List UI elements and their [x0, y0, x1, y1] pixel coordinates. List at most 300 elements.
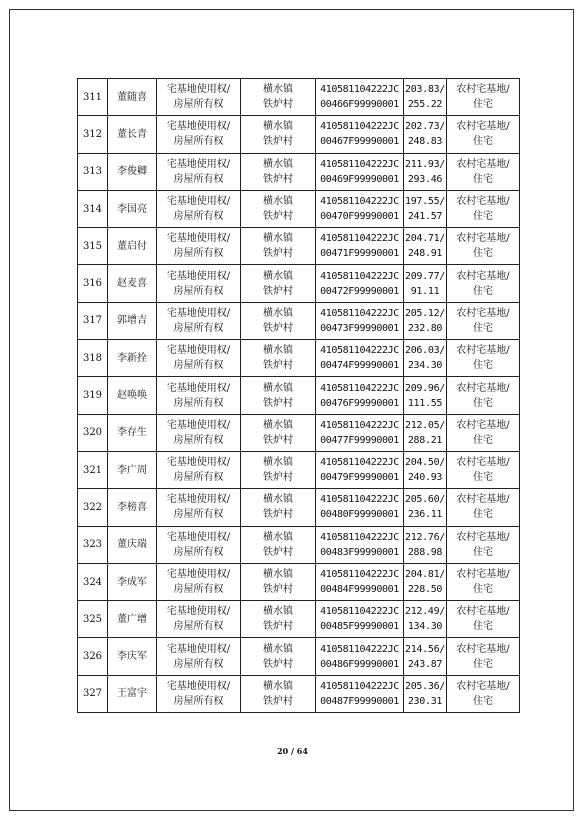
location-cell-line: 铁炉村 [263, 546, 293, 558]
land-use-cell [447, 340, 520, 377]
area-cell [404, 675, 447, 712]
area-cell [404, 302, 447, 339]
area-cell [404, 340, 447, 377]
area-cell-line: 212.05/ [404, 419, 446, 431]
location-cell-line: 铁炉村 [263, 360, 293, 372]
right-type-cell [157, 79, 241, 116]
owner-name-cell-line: 李新拴 [117, 352, 147, 364]
area-cell-line: 91.11 [410, 285, 440, 297]
table-row [78, 377, 520, 414]
parcel-code-cell [316, 340, 404, 377]
right-type-cell-line: 房屋所有权 [173, 360, 224, 372]
parcel-code-cell-line: 410581104222JC [320, 606, 399, 618]
land-use-cell-line: 农村宅基地/ [456, 233, 510, 245]
parcel-code-cell [316, 265, 404, 302]
location-cell-line: 横水镇 [263, 270, 293, 282]
location-cell [241, 638, 316, 675]
owner-name-cell-line: 李广周 [117, 464, 147, 476]
location-cell [241, 414, 316, 451]
right-type-cell-line: 房屋所有权 [173, 397, 224, 409]
land-use-cell [447, 675, 520, 712]
location-cell-line: 横水镇 [263, 121, 293, 133]
right-type-cell [157, 302, 241, 339]
right-type-cell-line: 房屋所有权 [173, 472, 224, 484]
land-use-cell-line: 住宅 [473, 285, 493, 297]
row-number-cell [78, 190, 108, 227]
location-cell-line: 铁炉村 [263, 322, 293, 334]
parcel-code-cell-line: 410581104222JC [320, 270, 399, 282]
right-type-cell-line: 房屋所有权 [173, 434, 224, 446]
row-number-cell [78, 563, 108, 600]
right-type-cell-line: 宅基地使用权/ [166, 121, 231, 133]
location-cell-line: 横水镇 [263, 345, 293, 357]
location-cell-line: 铁炉村 [263, 472, 293, 484]
land-use-cell [447, 228, 520, 265]
location-cell-line: 铁炉村 [263, 173, 293, 185]
land-use-cell-line: 住宅 [473, 136, 493, 148]
right-type-cell-line: 房屋所有权 [173, 509, 224, 521]
parcel-code-cell [316, 377, 404, 414]
table-row [78, 451, 520, 488]
location-cell [241, 489, 316, 526]
land-use-cell-line: 农村宅基地/ [456, 121, 510, 133]
area-cell [404, 377, 447, 414]
parcel-code-cell-line: 00486F99990001 [320, 658, 399, 670]
owner-name-cell-line: 李存生 [117, 427, 147, 439]
parcel-code-cell-line: 00472F99990001 [320, 285, 399, 297]
location-cell [241, 377, 316, 414]
row-number-cell-line: 318 [82, 352, 103, 364]
owner-name-cell-line: 董随喜 [117, 91, 147, 103]
owner-name-cell-line: 李榜喜 [117, 501, 147, 513]
row-number-cell-line: 323 [82, 539, 103, 551]
owner-name-cell-line: 李成军 [117, 576, 147, 588]
parcel-code-cell-line: 00469F99990001 [320, 173, 399, 185]
area-cell-line: 205.12/ [404, 307, 446, 319]
owner-name-cell [108, 563, 157, 600]
area-cell-line: 205.60/ [404, 494, 446, 506]
right-type-cell-line: 房屋所有权 [173, 211, 224, 223]
land-use-cell-line: 农村宅基地/ [456, 345, 510, 357]
location-cell-line: 横水镇 [263, 233, 293, 245]
land-use-cell-line: 农村宅基地/ [456, 494, 510, 506]
right-type-cell-line: 房屋所有权 [173, 173, 224, 185]
land-use-cell-line: 住宅 [473, 434, 493, 446]
area-cell-line: 206.03/ [404, 345, 446, 357]
owner-name-cell [108, 116, 157, 153]
land-use-cell-line: 农村宅基地/ [456, 382, 510, 394]
parcel-code-cell-line: 410581104222JC [320, 643, 399, 655]
parcel-code-cell [316, 228, 404, 265]
area-cell-line: 209.96/ [404, 382, 446, 394]
land-use-cell [447, 377, 520, 414]
owner-name-cell [108, 79, 157, 116]
location-cell-line: 铁炉村 [263, 248, 293, 260]
parcel-code-cell-line: 00477F99990001 [320, 434, 399, 446]
owner-name-cell-line: 李国亮 [117, 203, 147, 215]
parcel-code-cell-line: 410581104222JC [320, 233, 399, 245]
area-cell-line: 288.98 [407, 546, 443, 558]
parcel-code-cell-line: 410581104222JC [320, 569, 399, 580]
parcel-code-cell [316, 638, 404, 675]
table-row [78, 489, 520, 526]
location-cell [241, 190, 316, 227]
parcel-code-cell-line: 410581104222JC [320, 457, 399, 469]
parcel-code-cell [316, 675, 404, 712]
right-type-cell-line: 宅基地使用权/ [166, 569, 231, 580]
land-use-cell-line: 农村宅基地/ [456, 457, 510, 469]
row-number-cell [78, 153, 108, 190]
owner-name-cell [108, 451, 157, 488]
land-use-cell [447, 451, 520, 488]
location-cell [241, 302, 316, 339]
row-number-cell-line: 312 [82, 128, 103, 140]
area-cell [404, 489, 447, 526]
area-cell-line: 212.49/ [404, 606, 446, 618]
location-cell-line: 横水镇 [263, 643, 293, 655]
area-cell-line: 203.83/ [404, 84, 446, 96]
area-cell-line: 230.31 [407, 695, 443, 707]
parcel-code-cell-line: 410581104222JC [320, 419, 399, 431]
right-type-cell-line: 宅基地使用权/ [166, 531, 231, 543]
location-cell [241, 675, 316, 712]
right-type-cell [157, 190, 241, 227]
right-type-cell-line: 宅基地使用权/ [166, 419, 231, 431]
right-type-cell [157, 451, 241, 488]
parcel-code-cell-line: 00484F99990001 [320, 584, 399, 595]
area-cell-line: 202.73/ [404, 121, 446, 133]
parcel-code-cell-line: 00473F99990001 [320, 322, 399, 334]
table-row [78, 638, 520, 675]
table-row [78, 79, 520, 116]
area-cell-line: 204.71/ [404, 233, 446, 245]
land-use-cell-line: 农村宅基地/ [456, 531, 510, 543]
owner-name-cell [108, 228, 157, 265]
land-use-cell-line: 住宅 [473, 472, 493, 484]
land-use-cell-line: 住宅 [473, 397, 493, 409]
page-current: 20 [277, 746, 289, 756]
area-cell-line: 255.22 [407, 99, 443, 111]
land-use-cell [447, 79, 520, 116]
land-use-cell-line: 住宅 [473, 546, 493, 558]
parcel-code-cell-line: 410581104222JC [320, 531, 399, 543]
right-type-cell [157, 526, 241, 563]
row-number-cell-line: 325 [82, 613, 103, 625]
owner-name-cell [108, 302, 157, 339]
row-number-cell [78, 451, 108, 488]
land-use-cell-line: 农村宅基地/ [456, 196, 510, 208]
owner-name-cell [108, 377, 157, 414]
location-cell-line: 横水镇 [263, 307, 293, 319]
table-row [78, 340, 520, 377]
right-type-cell-line: 宅基地使用权/ [166, 457, 231, 469]
property-register-table [77, 78, 520, 713]
area-cell [404, 153, 447, 190]
right-type-cell-line: 宅基地使用权/ [166, 494, 231, 506]
area-cell-line: 204.81/ [404, 569, 446, 580]
right-type-cell [157, 601, 241, 638]
land-use-cell-line: 农村宅基地/ [456, 419, 510, 431]
parcel-code-cell-line: 00470F99990001 [320, 211, 399, 223]
parcel-code-cell-line: 410581104222JC [320, 494, 399, 506]
parcel-code-cell [316, 153, 404, 190]
parcel-code-cell-line: 410581104222JC [320, 307, 399, 319]
right-type-cell [157, 489, 241, 526]
land-use-cell [447, 601, 520, 638]
land-use-cell-line: 农村宅基地/ [456, 158, 510, 170]
row-number-cell-line: 322 [82, 501, 103, 513]
location-cell-line: 横水镇 [263, 457, 293, 469]
parcel-code-cell [316, 526, 404, 563]
row-number-cell [78, 414, 108, 451]
parcel-code-cell-line: 00487F99990001 [320, 695, 399, 707]
parcel-code-cell-line: 00474F99990001 [320, 360, 399, 372]
area-cell-line: 241.57 [407, 211, 443, 223]
row-number-cell [78, 526, 108, 563]
land-use-cell-line: 农村宅基地/ [456, 270, 510, 282]
row-number-cell [78, 638, 108, 675]
parcel-code-cell-line: 00485F99990001 [320, 621, 399, 633]
parcel-code-cell-line: 00480F99990001 [320, 509, 399, 521]
location-cell [241, 340, 316, 377]
table-row [78, 190, 520, 227]
page-number [0, 746, 585, 756]
right-type-cell-line: 房屋所有权 [173, 621, 224, 633]
parcel-code-cell-line: 00467F99990001 [320, 136, 399, 148]
location-cell-line: 铁炉村 [263, 621, 293, 633]
right-type-cell-line: 房屋所有权 [173, 136, 224, 148]
area-cell [404, 601, 447, 638]
right-type-cell-line: 房屋所有权 [173, 695, 224, 707]
owner-name-cell-line: 董广增 [117, 613, 147, 625]
right-type-cell-line: 宅基地使用权/ [166, 158, 231, 170]
land-use-cell-line: 农村宅基地/ [456, 606, 510, 618]
parcel-code-cell-line: 410581104222JC [320, 382, 399, 394]
parcel-code-cell [316, 489, 404, 526]
area-cell-line: 243.87 [407, 658, 443, 670]
owner-name-cell-line: 郭增吉 [117, 315, 147, 327]
page-total: 64 [296, 746, 308, 756]
location-cell-line: 横水镇 [263, 84, 293, 96]
table-row [78, 601, 520, 638]
right-type-cell-line: 宅基地使用权/ [166, 606, 231, 618]
row-number-cell-line: 327 [82, 688, 103, 700]
location-cell [241, 116, 316, 153]
right-type-cell-line: 宅基地使用权/ [166, 196, 231, 208]
location-cell-line: 铁炉村 [263, 136, 293, 148]
area-cell-line: 232.80 [407, 322, 443, 334]
parcel-code-cell-line: 00466F99990001 [320, 99, 399, 111]
area-cell [404, 190, 447, 227]
land-use-cell-line: 住宅 [473, 658, 493, 670]
parcel-code-cell-line: 00476F99990001 [320, 397, 399, 409]
parcel-code-cell-line: 410581104222JC [320, 158, 399, 170]
table-row [78, 228, 520, 265]
parcel-code-cell [316, 451, 404, 488]
area-cell-line: 288.21 [407, 434, 443, 446]
table-row [78, 414, 520, 451]
parcel-code-cell [316, 79, 404, 116]
area-cell-line: 209.77/ [404, 270, 446, 282]
right-type-cell [157, 265, 241, 302]
land-use-cell [447, 153, 520, 190]
land-use-cell-line: 农村宅基地/ [456, 643, 510, 655]
table-row [78, 302, 520, 339]
location-cell-line: 横水镇 [263, 419, 293, 431]
row-number-cell [78, 377, 108, 414]
parcel-code-cell-line: 410581104222JC [320, 680, 399, 692]
right-type-cell-line: 房屋所有权 [173, 248, 224, 260]
land-use-cell-line: 住宅 [473, 360, 493, 372]
parcel-code-cell-line: 410581104222JC [320, 345, 399, 357]
area-cell-line: 236.11 [407, 509, 443, 521]
owner-name-cell [108, 265, 157, 302]
area-cell-line: 111.55 [407, 397, 443, 409]
owner-name-cell [108, 153, 157, 190]
land-use-cell-line: 农村宅基地/ [456, 569, 510, 580]
land-use-cell [447, 563, 520, 600]
owner-name-cell [108, 340, 157, 377]
parcel-code-cell-line: 410581104222JC [320, 121, 399, 133]
owner-name-cell-line: 王富宇 [117, 688, 147, 700]
parcel-code-cell [316, 116, 404, 153]
land-use-cell-line: 住宅 [473, 621, 493, 633]
owner-name-cell [108, 638, 157, 675]
location-cell [241, 601, 316, 638]
right-type-cell-line: 房屋所有权 [173, 584, 224, 595]
right-type-cell-line: 房屋所有权 [173, 99, 224, 111]
location-cell-line: 铁炉村 [263, 695, 293, 707]
land-use-cell [447, 265, 520, 302]
area-cell [404, 116, 447, 153]
land-use-cell-line: 住宅 [473, 99, 493, 111]
right-type-cell-line: 宅基地使用权/ [166, 643, 231, 655]
area-cell [404, 265, 447, 302]
owner-name-cell-line: 李庆军 [117, 651, 147, 663]
right-type-cell-line: 房屋所有权 [173, 658, 224, 670]
row-number-cell-line: 314 [82, 203, 103, 215]
page-separator: / [291, 746, 294, 756]
land-use-cell [447, 414, 520, 451]
row-number-cell [78, 340, 108, 377]
land-use-cell-line: 住宅 [473, 211, 493, 223]
owner-name-cell-line: 李俊卿 [117, 166, 147, 178]
right-type-cell [157, 563, 241, 600]
row-number-cell-line: 315 [82, 240, 103, 252]
right-type-cell [157, 228, 241, 265]
land-use-cell-line: 住宅 [473, 322, 493, 334]
area-cell-line: 197.55/ [404, 196, 446, 208]
table-row [78, 563, 520, 600]
owner-name-cell-line: 董庆瑞 [117, 539, 147, 551]
location-cell-line: 横水镇 [263, 680, 293, 692]
row-number-cell-line: 319 [82, 390, 103, 402]
parcel-code-cell-line: 410581104222JC [320, 84, 399, 96]
land-use-cell-line: 住宅 [473, 509, 493, 521]
right-type-cell-line: 房屋所有权 [173, 546, 224, 558]
parcel-code-cell [316, 190, 404, 227]
right-type-cell [157, 377, 241, 414]
location-cell [241, 79, 316, 116]
parcel-code-cell-line: 00471F99990001 [320, 248, 399, 260]
owner-name-cell [108, 675, 157, 712]
area-cell-line: 248.83 [407, 136, 443, 148]
area-cell-line: 248.91 [407, 248, 443, 260]
parcel-code-cell-line: 00479F99990001 [320, 472, 399, 484]
area-cell-line: 228.50 [407, 584, 443, 595]
land-use-cell [447, 302, 520, 339]
parcel-code-cell [316, 601, 404, 638]
location-cell-line: 铁炉村 [263, 584, 293, 595]
right-type-cell [157, 153, 241, 190]
area-cell [404, 638, 447, 675]
row-number-cell-line: 317 [82, 315, 103, 327]
location-cell-line: 铁炉村 [263, 285, 293, 297]
parcel-code-cell [316, 414, 404, 451]
table-row [78, 675, 520, 712]
area-cell-line: 211.93/ [404, 158, 446, 170]
owner-name-cell [108, 489, 157, 526]
land-use-cell [447, 190, 520, 227]
row-number-cell [78, 116, 108, 153]
row-number-cell-line: 313 [82, 166, 103, 178]
right-type-cell-line: 宅基地使用权/ [166, 270, 231, 282]
location-cell-line: 横水镇 [263, 196, 293, 208]
owner-name-cell [108, 526, 157, 563]
table-body [78, 79, 520, 713]
table-row [78, 153, 520, 190]
owner-name-cell-line: 董长青 [117, 128, 147, 140]
row-number-cell [78, 79, 108, 116]
row-number-cell [78, 489, 108, 526]
location-cell-line: 横水镇 [263, 569, 293, 580]
location-cell-line: 铁炉村 [263, 397, 293, 409]
right-type-cell-line: 宅基地使用权/ [166, 307, 231, 319]
location-cell-line: 铁炉村 [263, 99, 293, 111]
row-number-cell-line: 316 [82, 278, 103, 290]
area-cell [404, 79, 447, 116]
right-type-cell-line: 房屋所有权 [173, 322, 224, 334]
area-cell [404, 451, 447, 488]
location-cell [241, 526, 316, 563]
parcel-code-cell [316, 563, 404, 600]
land-use-cell-line: 住宅 [473, 173, 493, 185]
right-type-cell [157, 675, 241, 712]
owner-name-cell [108, 601, 157, 638]
row-number-cell [78, 601, 108, 638]
location-cell-line: 铁炉村 [263, 658, 293, 670]
parcel-code-cell-line: 410581104222JC [320, 196, 399, 208]
land-use-cell-line: 农村宅基地/ [456, 84, 510, 96]
land-use-cell-line: 住宅 [473, 584, 493, 595]
area-cell-line: 293.46 [407, 173, 443, 185]
location-cell-line: 横水镇 [263, 382, 293, 394]
area-cell-line: 205.36/ [404, 680, 446, 692]
right-type-cell-line: 宅基地使用权/ [166, 680, 231, 692]
area-cell [404, 563, 447, 600]
right-type-cell [157, 414, 241, 451]
land-use-cell [447, 489, 520, 526]
land-use-cell-line: 住宅 [473, 695, 493, 707]
area-cell [404, 414, 447, 451]
location-cell-line: 横水镇 [263, 606, 293, 618]
land-use-cell [447, 526, 520, 563]
owner-name-cell [108, 190, 157, 227]
owner-name-cell-line: 赵麦喜 [117, 278, 147, 290]
table-row [78, 526, 520, 563]
location-cell-line: 横水镇 [263, 531, 293, 543]
location-cell [241, 451, 316, 488]
